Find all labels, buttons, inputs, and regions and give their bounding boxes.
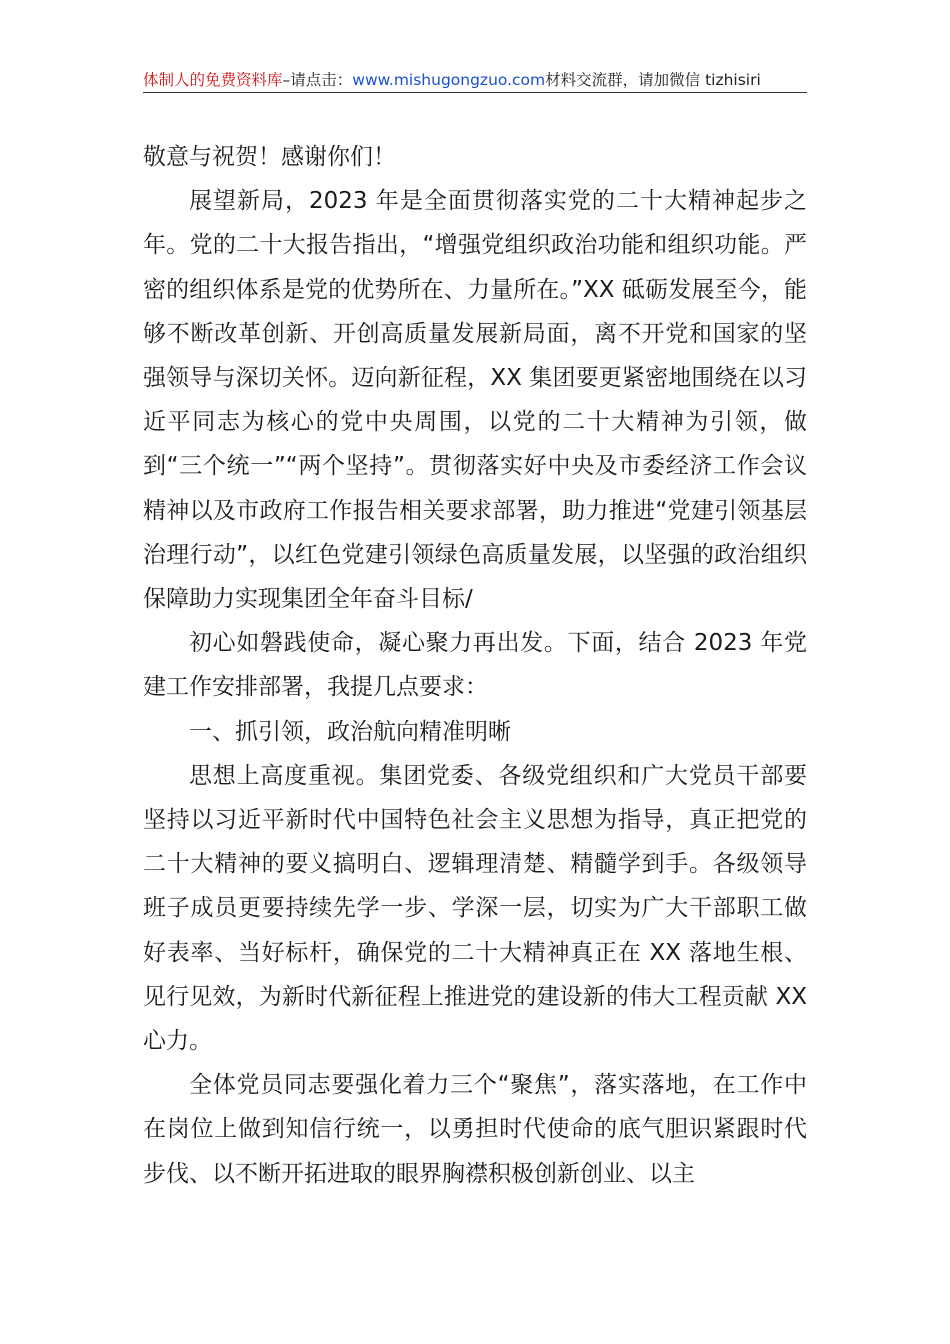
section-heading-1: 一、抓引领，政治航向精准明晰 (189, 718, 511, 745)
document-body (143, 135, 807, 1196)
header-url-link[interactable]: www.mishugongzuo.com (352, 71, 546, 89)
paragraph-thought-emphasis: 思想上高度重视。集团党委、各级党组织和广大党员干部要坚持以习近平新时代中国特色社会主义思想为指导，真正把党的二十大精神的要义搞明白、逻辑理清楚、精髓学到手。各级领导班子成员更要持续先学一步、学深一层，切实为广大干部职工做好表率、当好标杆，确保党的二十大精神真正在 XX 落地生根、见行见效，为新时代新征程上推进党的建设新的伟大工程贡献 XX 心力。 (143, 762, 807, 1055)
paragraph-closing-thanks: 敬意与祝贺！感谢你们！ (143, 144, 396, 170)
paragraph-outlook: 展望新局，2023 年是全面贯彻落实党的二十大精神起步之年。党的二十大报告指出，“增强党组织政治功能和组织功能。严密的组织体系是党的优势所在、力量所在。”XX 砥砺发展至今，能够不断改革创新、开创高质量发展新局面，离不开党和国家的坚强领导与深切关怀。迈向新征程，XX 集团要更紧密地围绕在以习近平同志为核心的党中央周围，以党的二十大精神为引领，做到“三个统一”“两个坚持”。贯彻落实好中央及市委经济工作会议精神以及市政府工作报告相关要求部署，助力推进“党建引领基层治理行动”，以红色党建引领绿色高质量发展，以坚强的政治组织保障助力实现集团全年奋斗目标/ (143, 188, 807, 613)
page-header (143, 68, 807, 93)
header-prompt: –请点击： (282, 71, 353, 89)
header-brand: 体制人的免费资料库 (143, 71, 283, 89)
paragraph-requirements-intro: 初心如磐践使命，凝心聚力再出发。下面，结合 2023 年党建工作安排部署，我提几点要求： (143, 630, 807, 701)
paragraph-party-members: 全体党员同志要强化着力三个“聚焦”，落实落地，在工作中在岗位上做到知信行统一，以勇担时代使命的底气胆识紧跟时代步伐、以不断开拓进取的眼界胸襟积极创新创业、以主 (143, 1072, 807, 1187)
header-contact-text: 材料交流群，请加微信 tizhisiri (545, 71, 761, 89)
